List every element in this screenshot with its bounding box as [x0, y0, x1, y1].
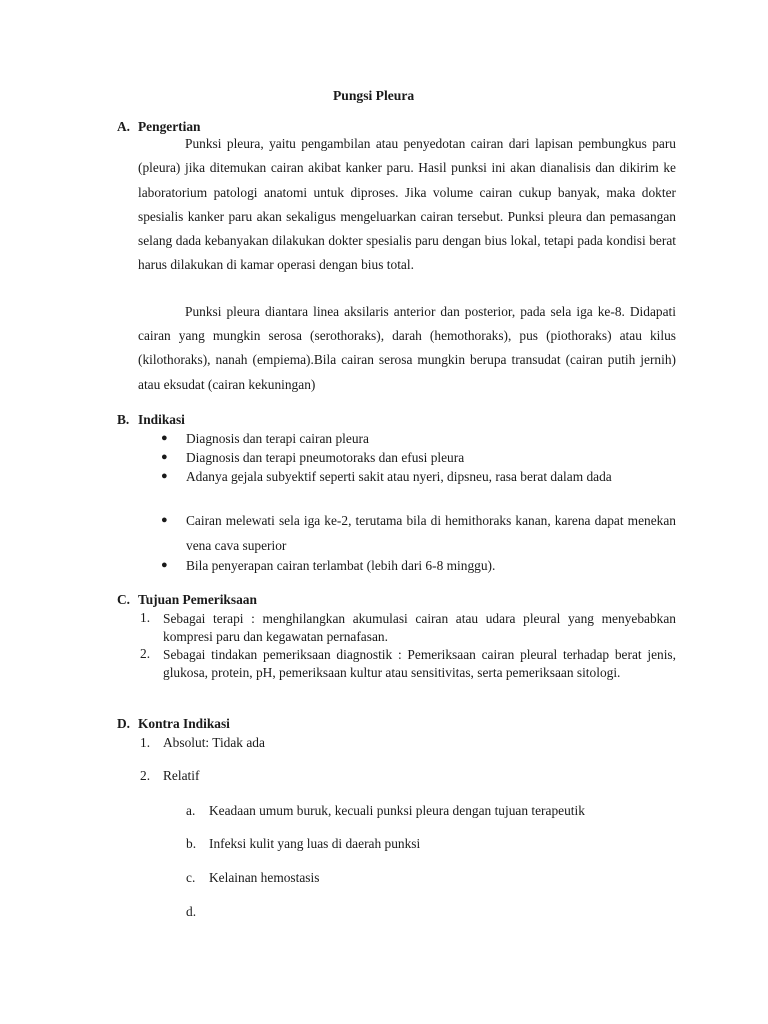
section-a-title: Pengertian	[138, 119, 201, 134]
bullet-3-icon: ●	[161, 470, 168, 482]
relatif-item-c-text: Kelainan hemostasis	[209, 870, 320, 885]
indikasi-item-4: Cairan melewati sela iga ke-2, terutama bila di hemithoraks kanan, karena dapat menekan vena cava superior	[186, 513, 676, 553]
relatif-item-b-text: Infeksi kulit yang luas di daerah punksi	[209, 836, 421, 851]
bullet-1-icon: ●	[161, 432, 168, 444]
section-c-title: Tujuan Pemeriksaan	[138, 592, 257, 607]
bullet-5-icon: ●	[161, 559, 168, 571]
section-a-paragraph-1	[138, 132, 676, 278]
kontra-item-2-text: Relatif	[163, 768, 200, 783]
indikasi-item-3: Adanya gejala subyektif seperti sakit atau nyeri, dipsneu, rasa berat dalam dada	[186, 469, 612, 484]
relatif-item-a-text: Keadaan umum buruk, kecuali punksi pleura dengan tujuan terapeutik	[209, 803, 585, 818]
tujuan-item-1-number: 1.	[140, 610, 151, 625]
page-title: Pungsi Pleura	[333, 88, 415, 103]
relatif-item-c-letter: c.	[186, 870, 196, 885]
section-a-paragraph-2-text: Punksi pleura diantara linea aksilaris anterior dan posterior, pada sela iga ke-8. Didapati cairan yang mungkin serosa (serothoraks), darah (hemothoraks), pus (piothoraks) atau kilus (kilothoraks), nanah (empiema).Bila cairan serosa mungkin berupa transudat (cairan putih jernih) atau eksudat (cairan kekuningan)	[138, 304, 676, 392]
section-d-title: Kontra Indikasi	[138, 716, 230, 731]
bullet-2-icon: ●	[161, 451, 168, 463]
bullet-4-icon: ●	[161, 514, 168, 526]
indikasi-item-1: Diagnosis dan terapi cairan pleura	[186, 431, 369, 446]
section-b-title: Indikasi	[138, 412, 185, 427]
section-a-paragraph-2	[138, 300, 676, 397]
kontra-item-1-text: Absolut: Tidak ada	[163, 735, 265, 750]
tujuan-item-2-number: 2.	[140, 646, 151, 661]
tujuan-item-2-text: Sebagai tindakan pemeriksaan diagnostik : Pemeriksaan cairan pleural terhadap berat jenis, glukosa, protein, pH, pemeriksaan kultur atau sensitivitas, serta pemeriksaan sitologi.	[163, 647, 676, 681]
section-d-letter: D.	[117, 716, 131, 731]
section-a-letter: A.	[117, 119, 131, 134]
indikasi-item-5: Bila penyerapan cairan terlambat (lebih dari 6-8 minggu).	[186, 558, 496, 573]
section-c-letter: C.	[117, 592, 131, 607]
relatif-item-d-letter: d.	[186, 904, 197, 919]
kontra-item-2-number: 2.	[140, 768, 151, 783]
section-b-letter: B.	[117, 412, 130, 427]
section-a-paragraph-1-text: Punksi pleura, yaitu pengambilan atau penyedotan cairan dari lapisan pembungkus paru (pleura) jika ditemukan cairan akibat kanker paru. Hasil punksi ini akan dianalisis dan dikirim ke laboratorium patologi anatomi untuk diproses. Jika volume cairan cukup banyak, maka dokter spesialis kanker paru akan sekaligus mengeluarkan cairan tersebut. Punksi pleura dan pemasangan selang dada kebanyakan dilakukan dokter spesialis paru dengan bius lokal, tetapi pada kondisi berat harus dilakukan di kamar operasi dengan bius total.	[138, 136, 676, 273]
indikasi-item-2: Diagnosis dan terapi pneumotoraks dan efusi pleura	[186, 450, 465, 465]
relatif-item-a-letter: a.	[186, 803, 196, 818]
kontra-item-1-number: 1.	[140, 735, 151, 750]
relatif-item-b-letter: b.	[186, 836, 197, 851]
tujuan-item-1-text: Sebagai terapi : menghilangkan akumulasi cairan atau udara pleural yang menyebabkan kompresi paru dan kegawatan pernafasan.	[163, 611, 676, 645]
